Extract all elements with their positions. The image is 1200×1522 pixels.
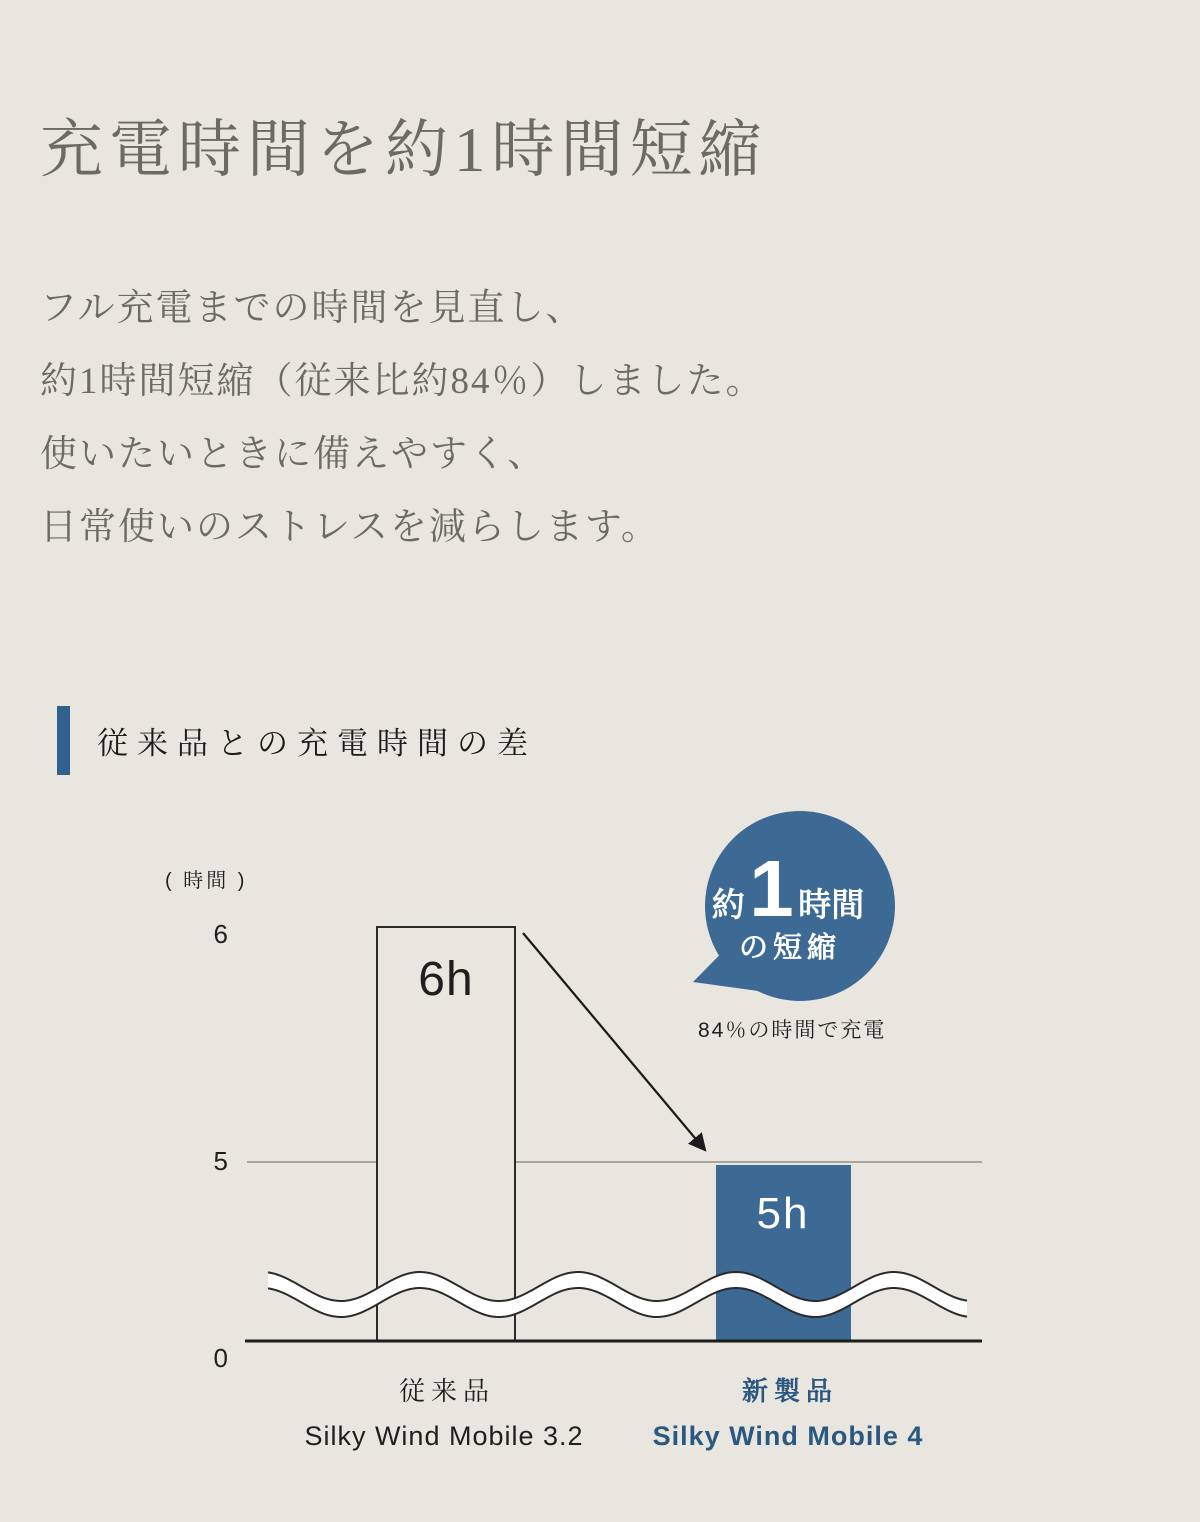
lead-line: 日常使いのストレスを減らします。 <box>40 507 660 548</box>
lead-line: フル充電までの時間を見直し、 <box>40 288 585 329</box>
bubble-prefix-text: 約 <box>711 886 745 923</box>
reduction-arrow <box>523 933 705 1150</box>
y-tick-5: 5 <box>213 1146 228 1176</box>
lead-paragraph <box>40 272 765 564</box>
category-label-new: 新製品 <box>741 1376 839 1406</box>
y-axis-unit-label: ( 時間 ) <box>165 870 248 892</box>
axis-break-band <box>268 1272 967 1317</box>
y-tick-6: 6 <box>213 919 228 949</box>
charge-time-note: 84％の時間で充電 <box>698 1019 887 1042</box>
section-marker-bar <box>57 706 70 775</box>
section-heading <box>57 706 537 775</box>
y-tick-0: 0 <box>213 1343 228 1373</box>
new-product-bar-value-label: 5h <box>756 1189 810 1238</box>
lead-line: 約1時間短縮（従来比約84％）しました。 <box>40 361 765 402</box>
section-title: 従来品との充電時間の差 <box>97 726 537 761</box>
category-label-conventional: 従来品 <box>398 1376 496 1406</box>
speech-bubble-line2: の短縮 <box>738 932 842 964</box>
lead-line: 使いたいときに備えやすく、 <box>40 434 547 475</box>
model-label-new: Silky Wind Mobile 4 <box>652 1421 924 1451</box>
model-label-conventional: Silky Wind Mobile 3.2 <box>304 1421 584 1451</box>
page-title: 充電時間を約1時間短縮 <box>40 115 768 185</box>
conventional-bar-value-label: 6h <box>418 953 474 1006</box>
bubble-suffix-text: 時間 <box>798 886 865 923</box>
charge-time-bar-chart <box>0 780 1200 1522</box>
bubble-number-text: 1 <box>749 844 794 933</box>
